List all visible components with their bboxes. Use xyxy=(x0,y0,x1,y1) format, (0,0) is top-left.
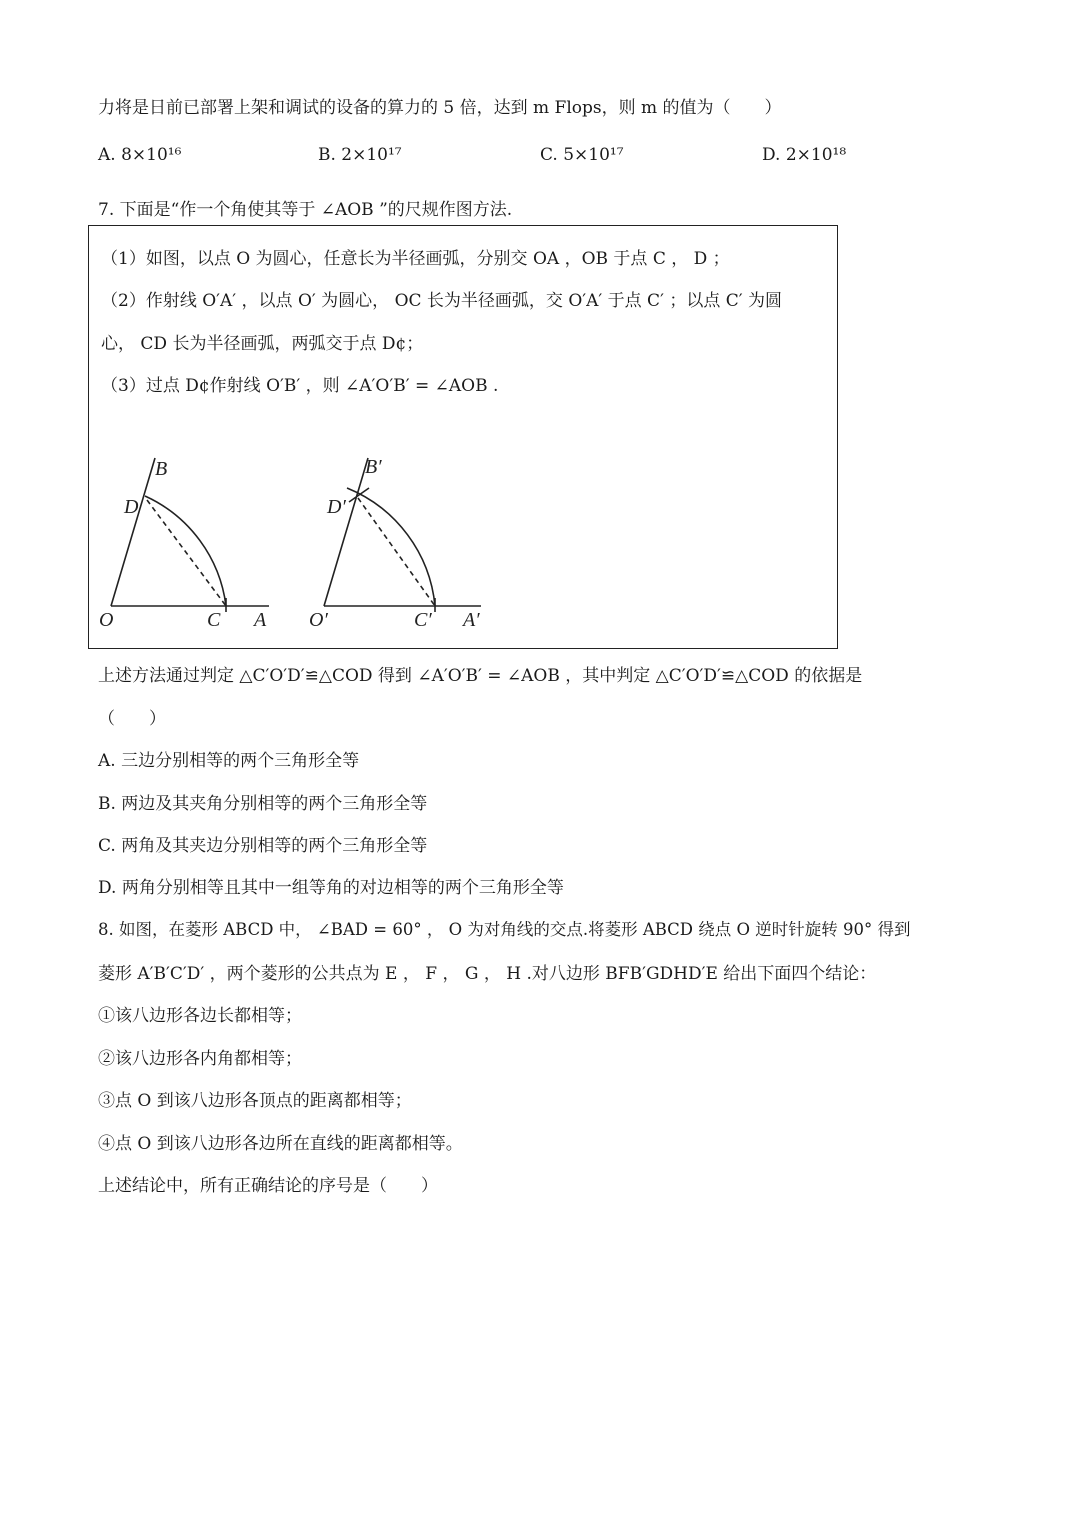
label-d: D xyxy=(124,496,139,518)
construction-step-1: （1）如图，以点 O 为圆心，任意长为半径画弧，分别交 OA ，OB 于点 C ， D ； xyxy=(101,249,730,269)
q6-option-a: A. 8×10¹⁶ xyxy=(98,145,182,165)
q6-stem-tail: 力将是日前已部署上架和调试的设备的算力的 5 倍，达到 m Flops，则 m 的值为（ ） xyxy=(98,98,782,118)
segment-c1d1-dashed xyxy=(358,498,435,606)
construction-figure xyxy=(89,226,837,648)
label-b: B xyxy=(155,458,168,480)
ray-ob xyxy=(111,458,155,606)
q7-paren: （ ） xyxy=(98,709,166,729)
q8-conclusion-1: ①该八边形各边长都相等； xyxy=(98,1006,302,1026)
figure-left xyxy=(111,458,269,612)
q8-line-1: 8. 如图，在菱形 ABCD 中， ∠BAD = 60° ， O 为对角线的交点.将菱形 ABCD 绕点 O 逆时针旋转 90° 得到 xyxy=(98,920,911,939)
construction-box xyxy=(88,225,838,649)
construction-step-3: （3）过点 D¢作射线 O′B′ ，则 ∠A′O′B′ = ∠AOB . xyxy=(101,376,499,396)
q7-option-a: A. 三边分别相等的两个三角形全等 xyxy=(98,751,360,771)
label-a: A xyxy=(254,609,267,631)
label-o-prime: O′ xyxy=(309,609,328,631)
construction-step-2: （2）作射线 O′A′ ，以点 O′ 为圆心， OC 长为半径画弧，交 O′A′ 于点 C′ ；以点 C′ 为圆 xyxy=(101,291,783,311)
q8-question: 上述结论中，所有正确结论的序号是（ ） xyxy=(98,1176,438,1196)
q6-option-c: C. 5×10¹⁷ xyxy=(540,145,624,165)
q8-conclusion-4: ④点 O 到该八边形各边所在直线的距离都相等。 xyxy=(98,1134,463,1154)
figure-right xyxy=(324,458,481,612)
q6-option-d: D. 2×10¹⁸ xyxy=(762,145,847,165)
label-d-prime: D′ xyxy=(327,496,346,518)
q7-stem: 7. 下面是“作一个角使其等于 ∠AOB ”的尺规作图方法. xyxy=(98,200,513,220)
ray-o1b1 xyxy=(324,458,368,606)
q7-option-d: D. 两角分别相等且其中一组等角的对边相等的两个三角形全等 xyxy=(98,878,564,898)
q8-conclusion-2: ②该八边形各内角都相等； xyxy=(98,1049,302,1069)
segment-cd-dashed xyxy=(147,500,226,606)
label-c-prime: C′ xyxy=(414,609,432,631)
q6-option-b: B. 2×10¹⁷ xyxy=(318,145,402,165)
q8-line-2: 菱形 A′B′C′D′ ，两个菱形的公共点为 E ， F ， G ， H .对八边形 BFB′GDHD′E 给出下面四个结论： xyxy=(98,964,877,984)
label-a-prime: A′ xyxy=(463,609,480,631)
label-o: O xyxy=(99,609,114,631)
label-c: C xyxy=(207,609,221,631)
q8-conclusion-3: ③点 O 到该八边形各顶点的距离都相等； xyxy=(98,1091,412,1111)
q7-option-b: B. 两边及其夹角分别相等的两个三角形全等 xyxy=(98,794,428,814)
construction-step-2-cont: 心， CD 长为半径画弧，两弧交于点 D¢； xyxy=(101,334,424,354)
label-b-prime: B′ xyxy=(365,456,382,478)
q7-option-c: C. 两角及其夹边分别相等的两个三角形全等 xyxy=(98,836,428,856)
q7-question: 上述方法通过判定 △C′O′D′≌△COD 得到 ∠A′O′B′ = ∠AOB ，其中判定 △C′O′D′≌△COD 的依据是 xyxy=(98,666,863,686)
